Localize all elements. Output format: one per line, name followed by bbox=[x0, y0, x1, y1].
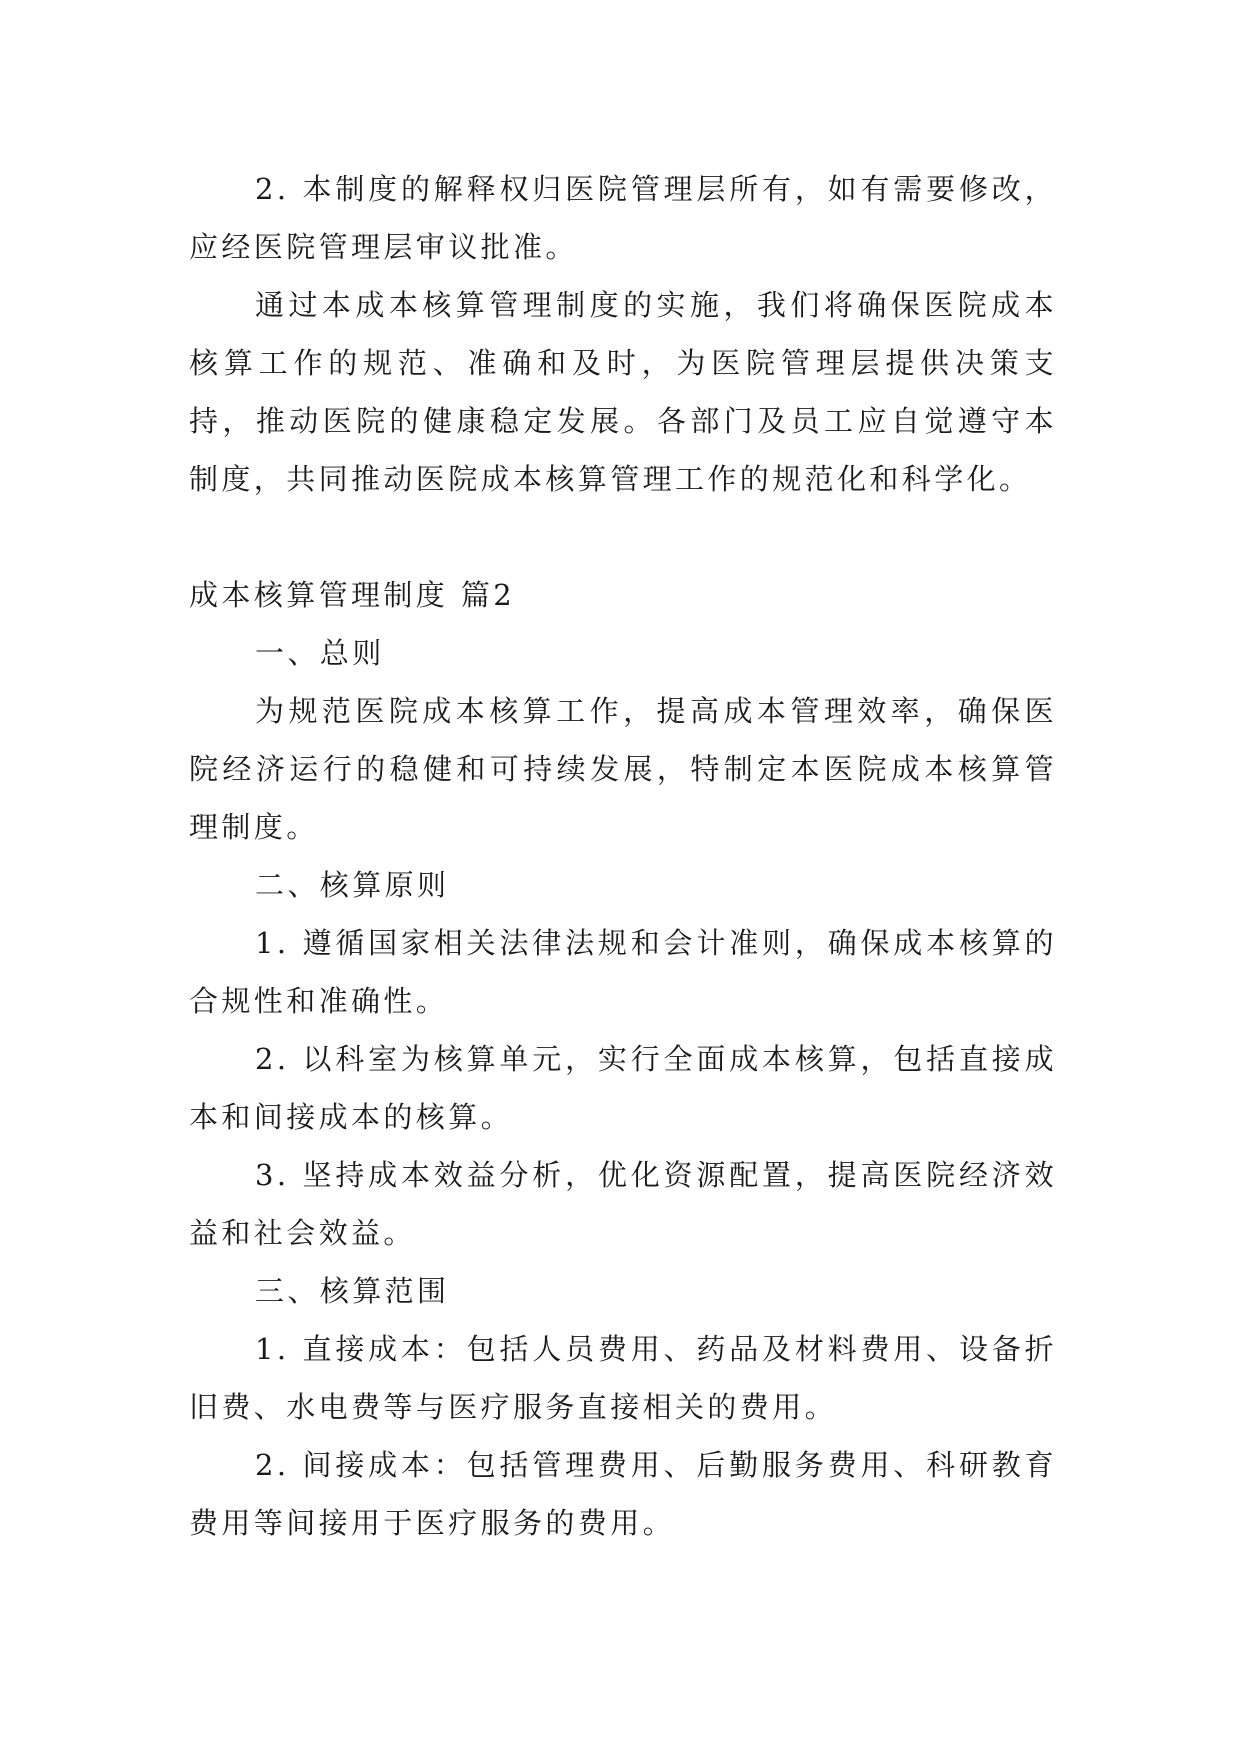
paragraph-principle-3: 3. 坚持成本效益分析，优化资源配置，提高医院经济效益和社会效益。 bbox=[189, 1158, 1057, 1250]
document-page bbox=[189, 160, 1057, 1552]
heading-general-provisions: 一、总则 bbox=[255, 636, 385, 670]
spacer bbox=[189, 508, 1057, 566]
heading-scope: 三、核算范围 bbox=[255, 1274, 450, 1308]
paragraph-principle-1: 1. 遵循国家相关法律法规和会计准则，确保成本核算的合规性和准确性。 bbox=[189, 926, 1057, 1018]
paragraph-purpose: 为规范医院成本核算工作，提高成本管理效率，确保医院经济运行的稳健和可持续发展，特制定本医院成本核算管理制度。 bbox=[189, 694, 1057, 844]
paragraph-conclusion: 通过本成本核算管理制度的实施，我们将确保医院成本核算工作的规范、准确和及时，为医院管理层提供决策支持，推动医院的健康稳定发展。各部门及员工应自觉遵守本制度，共同推动医院成本核算管理工作的规范化和科学化。 bbox=[189, 288, 1057, 496]
paragraph-scope-1: 1. 直接成本：包括人员费用、药品及材料费用、设备折旧费、水电费等与医疗服务直接相关的费用。 bbox=[189, 1332, 1057, 1424]
paragraph-scope-2: 2. 间接成本：包括管理费用、后勤服务费用、科研教育费用等间接用于医疗服务的费用。 bbox=[189, 1448, 1057, 1540]
heading-principles: 二、核算原则 bbox=[255, 868, 450, 902]
paragraph-interpretation: 2. 本制度的解释权归医院管理层所有，如有需要修改，应经医院管理层审议批准。 bbox=[189, 172, 1057, 264]
section-title: 成本核算管理制度 篇2 bbox=[189, 578, 516, 612]
paragraph-principle-2: 2. 以科室为核算单元，实行全面成本核算，包括直接成本和间接成本的核算。 bbox=[189, 1042, 1057, 1134]
